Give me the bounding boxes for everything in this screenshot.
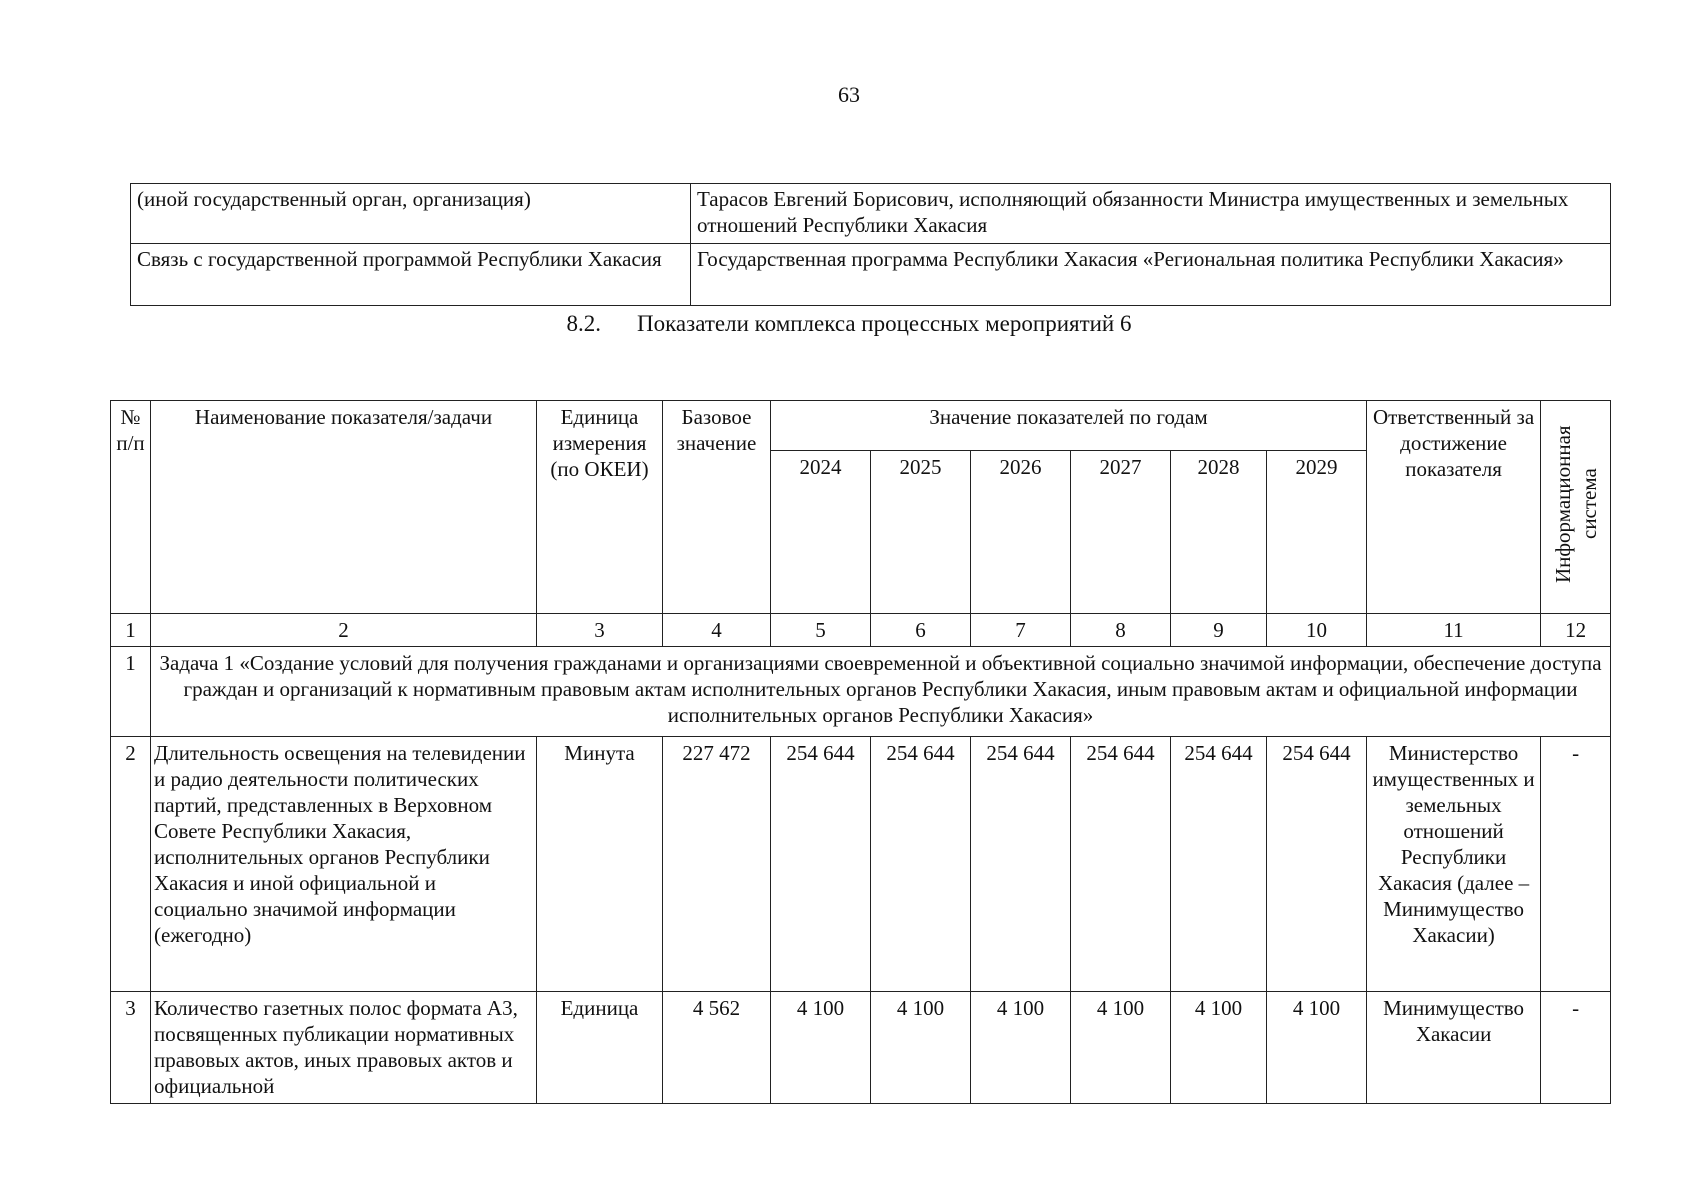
row-base: 4 562 [663,992,771,1104]
row-value: 254 644 [771,737,871,992]
page-number: 63 [838,82,860,107]
row-responsible: Министерство имущественных и земельных отношений Республики Хакасия (далее – Минимущество Хакасии) [1367,737,1541,992]
indicators-table [110,400,1611,1104]
header-responsible: Ответственный за достижение показателя [1367,401,1541,614]
row-responsible: Минимущество Хакасии [1367,992,1541,1104]
section-heading [0,311,1698,337]
info-row-label: Связь с государственной программой Республики Хакасия [131,244,691,306]
column-number: 5 [771,614,871,647]
row-info-system: - [1541,992,1611,1104]
row-unit: Минута [537,737,663,992]
column-number: 9 [1171,614,1267,647]
section-title: Показатели комплекса процессных мероприятий 6 [636,311,1132,336]
task-row [111,647,1611,737]
row-unit: Единица [537,992,663,1104]
row-value: 4 100 [971,992,1071,1104]
row-value: 4 100 [1171,992,1267,1104]
column-number: 11 [1367,614,1541,647]
row-name: Длительность освещения на телевидении и радио деятельности политических партий, представленных в Верховном Совете Республики Хакасия, исполнительных органов Республики Хакасия и иной официальной и социально значимой информации (ежегодно) [151,737,537,992]
column-number: 1 [111,614,151,647]
task-text: Задача 1 «Создание условий для получения гражданами и организациями своевременной и объективной социально значимой информации, обеспечение доступа граждан и организаций к нормативным правовым актам исполнительных органов Республики Хакасия, иным правовым актам и официальной информации исполнительных органов Республики Хакасия» [151,647,1611,737]
header-info-system-text: Информационная система [1550,425,1601,583]
header-num: № п/п [111,401,151,614]
header-year: 2029 [1267,451,1367,614]
table-row [111,992,1611,1104]
header-year: 2026 [971,451,1071,614]
column-number: 3 [537,614,663,647]
info-row [131,184,1611,244]
info-row-value: Тарасов Евгений Борисович, исполняющий обязанности Министра имущественных и земельных отношений Республики Хакасия [691,184,1611,244]
header-values-by-year: Значение показателей по годам [771,401,1367,451]
info-row [131,244,1611,306]
column-number: 4 [663,614,771,647]
header-info-system [1541,401,1611,614]
column-numbers-row [111,614,1611,647]
table-row [111,737,1611,992]
row-value: 4 100 [1267,992,1367,1104]
column-number: 12 [1541,614,1611,647]
row-value: 254 644 [871,737,971,992]
row-name: Количество газетных полос формата А3, посвященных публикации нормативных правовых актов, иных правовых актов и официальной [151,992,537,1104]
row-num: 2 [111,737,151,992]
section-number: 8.2. [566,311,601,336]
row-value: 4 100 [871,992,971,1104]
row-value: 254 644 [1267,737,1367,992]
header-year: 2027 [1071,451,1171,614]
header-year: 2024 [771,451,871,614]
row-base: 227 472 [663,737,771,992]
info-row-label: (иной государственный орган, организация) [131,184,691,244]
row-value: 254 644 [1071,737,1171,992]
row-value: 254 644 [1171,737,1267,992]
row-value: 4 100 [771,992,871,1104]
header-year: 2028 [1171,451,1267,614]
info-row-value: Государственная программа Республики Хакасия «Региональная политика Республики Хакасия» [691,244,1611,306]
header-name: Наименование показателя/задачи [151,401,537,614]
row-value: 254 644 [971,737,1071,992]
header-year: 2025 [871,451,971,614]
column-number: 8 [1071,614,1171,647]
column-number: 7 [971,614,1071,647]
row-value: 4 100 [1071,992,1171,1104]
info-table [130,183,1611,306]
header-base: Базовое значение [663,401,771,614]
header-row [111,401,1611,451]
column-number: 6 [871,614,971,647]
column-number: 10 [1267,614,1367,647]
row-num: 3 [111,992,151,1104]
header-unit: Единица измерения (по ОКЕИ) [537,401,663,614]
row-info-system: - [1541,737,1611,992]
column-number: 2 [151,614,537,647]
task-num: 1 [111,647,151,737]
